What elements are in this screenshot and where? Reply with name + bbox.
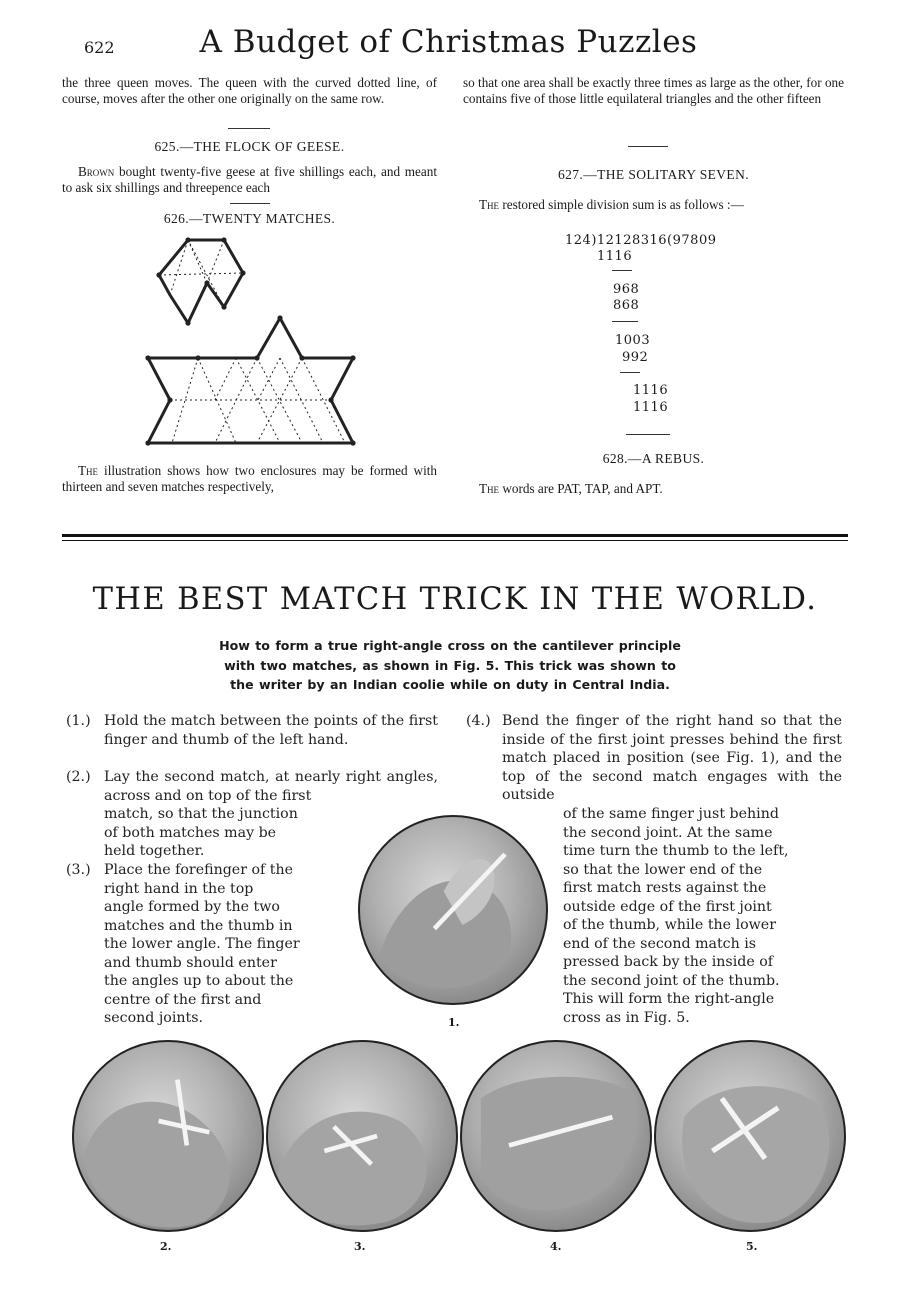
flock-text: bought twenty-five geese at five shillings each, and meant to ask six shillings and threepence each (62, 164, 437, 195)
division-line: 1116 (597, 249, 633, 264)
section-rule (62, 540, 848, 541)
figure-1-label: 1. (448, 1016, 460, 1029)
figure-5-label: 5. (746, 1240, 758, 1253)
figure-3-label: 3. (354, 1240, 366, 1253)
step-3-number: (3.) (66, 862, 91, 878)
large-enclosure (148, 318, 353, 443)
step-2-number: (2.) (66, 769, 91, 785)
hand-illustration (462, 1042, 650, 1230)
seven-lead: The (479, 197, 500, 212)
text-line: cross as in Fig. 5. (563, 1009, 690, 1026)
text-line: end of the second match is (563, 935, 757, 952)
step-1-text: Hold the match between the points of the first finger and thumb of the left hand. (104, 713, 438, 748)
left-column (62, 75, 437, 107)
divider (626, 434, 670, 435)
caption-lead: The (78, 463, 99, 478)
figure-2-label: 2. (160, 1240, 172, 1253)
divider (230, 203, 270, 204)
flock-paragraph (62, 164, 437, 196)
figure-1-photo (358, 815, 548, 1005)
text-line: right hand in the top (104, 880, 254, 897)
text-line: and thumb should enter (104, 954, 277, 971)
text-line: of the thumb, while the lower (563, 917, 776, 933)
rebus-paragraph (463, 481, 844, 497)
text-line: the lower angle. The finger (104, 936, 300, 952)
text-line: Place the forefinger of the (104, 862, 294, 878)
text-line: of both matches may be (104, 824, 277, 841)
division-rule (612, 321, 638, 322)
division-line: 1116 (633, 383, 669, 398)
article-title: THE BEST MATCH TRICK IN THE WORLD. (92, 582, 818, 617)
figure-4-photo (460, 1040, 652, 1232)
rebus-text: words are PAT, TAP, and APT. (499, 481, 663, 496)
step-2-continued (104, 805, 344, 861)
figure-5-photo (654, 1040, 846, 1232)
figure-4-label: 4. (550, 1240, 562, 1253)
text-line: time turn the thumb to the left, (563, 843, 789, 859)
text-line: first match rests against the (563, 880, 767, 896)
divider (228, 128, 270, 129)
subheading-line: the writer by an Indian coolie while on duty in Central India. (230, 677, 670, 692)
text-line: so that the lower end of the (563, 861, 763, 878)
text-line: centre of the first and (104, 991, 262, 1008)
step-2-text: Lay the second match, at nearly right angles, across and on top of the first (104, 769, 438, 804)
page-number: 622 (84, 38, 115, 57)
rebus-heading: 628.—A REBUS. (602, 451, 705, 466)
division-line: 1003 (615, 333, 651, 348)
intro-paragraph: the three queen moves. The queen with the curved dotted line, of course, moves after the other one originally on the same row. (62, 75, 437, 106)
matches-heading: 626.—TWENTY MATCHES. (163, 211, 336, 226)
text-line: pressed back by the inside of (563, 954, 774, 970)
hand-illustration (268, 1042, 456, 1230)
area-paragraph: so that one area shall be exactly three times as large as the other, for one contains five of those little equilateral triangles and the other fifteen (463, 75, 844, 106)
text-line: the angles up to about the (104, 973, 294, 989)
small-enclosure (159, 240, 243, 323)
section-rule (62, 534, 848, 537)
text-line: held together. (104, 843, 205, 859)
twenty-matches-diagram (140, 235, 370, 455)
text-line: angle formed by the two (104, 899, 280, 915)
figure-3-photo (266, 1040, 458, 1232)
flock-heading: 625.—THE FLOCK OF GEESE. (154, 139, 345, 154)
text-line: This will form the right-angle (563, 991, 775, 1007)
text-line: the second joint of the thumb. (563, 972, 780, 989)
page-title: A Budget of Christmas Puzzles (199, 24, 698, 60)
text-line: matches and the thumb in (104, 917, 293, 934)
division-line: 124)12128316(97809 (565, 233, 717, 248)
article-subheading (170, 636, 730, 695)
figure-2-photo (72, 1040, 264, 1232)
text-line: match, so that the junction (104, 806, 298, 822)
division-line: 968 (613, 282, 640, 297)
step-3-text (104, 861, 344, 1028)
hand-illustration (74, 1042, 262, 1230)
diagram-caption (62, 463, 437, 495)
division-line: 868 (613, 298, 640, 313)
seven-text: restored simple division sum is as follows :— (499, 197, 744, 212)
subheading-line: How to form a true right-angle cross on the cantilever principle (219, 638, 681, 653)
hand-illustration (656, 1042, 844, 1230)
step-4-number: (4.) (466, 713, 491, 729)
step-4-text: Bend the finger of the right hand so that the inside of the first joint presses behind the first match placed in position (see Fig. 1), and the top of the second match engages with the outside (502, 713, 842, 803)
step-1-number: (1.) (66, 713, 91, 729)
divider (628, 146, 668, 147)
division-line: 992 (622, 350, 649, 365)
text-line: outside edge of the first joint (563, 898, 772, 915)
seven-paragraph (463, 197, 844, 213)
text-line: of the same finger just behind (563, 806, 779, 822)
rebus-lead: The (479, 481, 500, 496)
right-column (463, 75, 844, 107)
caption-text: illustration shows how two enclosures may be formed with thirteen and seven matches respectively, (62, 463, 437, 494)
division-rule (612, 270, 632, 271)
step-4-continued (563, 805, 843, 1027)
flock-lead: Brown (78, 164, 115, 179)
division-line: 1116 (633, 400, 669, 415)
hand-illustration (360, 817, 546, 1003)
text-line: the second joint. At the same (563, 824, 773, 841)
subheading-line: with two matches, as shown in Fig. 5. This trick was shown to (224, 657, 676, 673)
division-rule (620, 372, 640, 373)
text-line: second joints. (104, 1010, 204, 1026)
seven-heading: 627.—THE SOLITARY SEVEN. (557, 167, 749, 182)
